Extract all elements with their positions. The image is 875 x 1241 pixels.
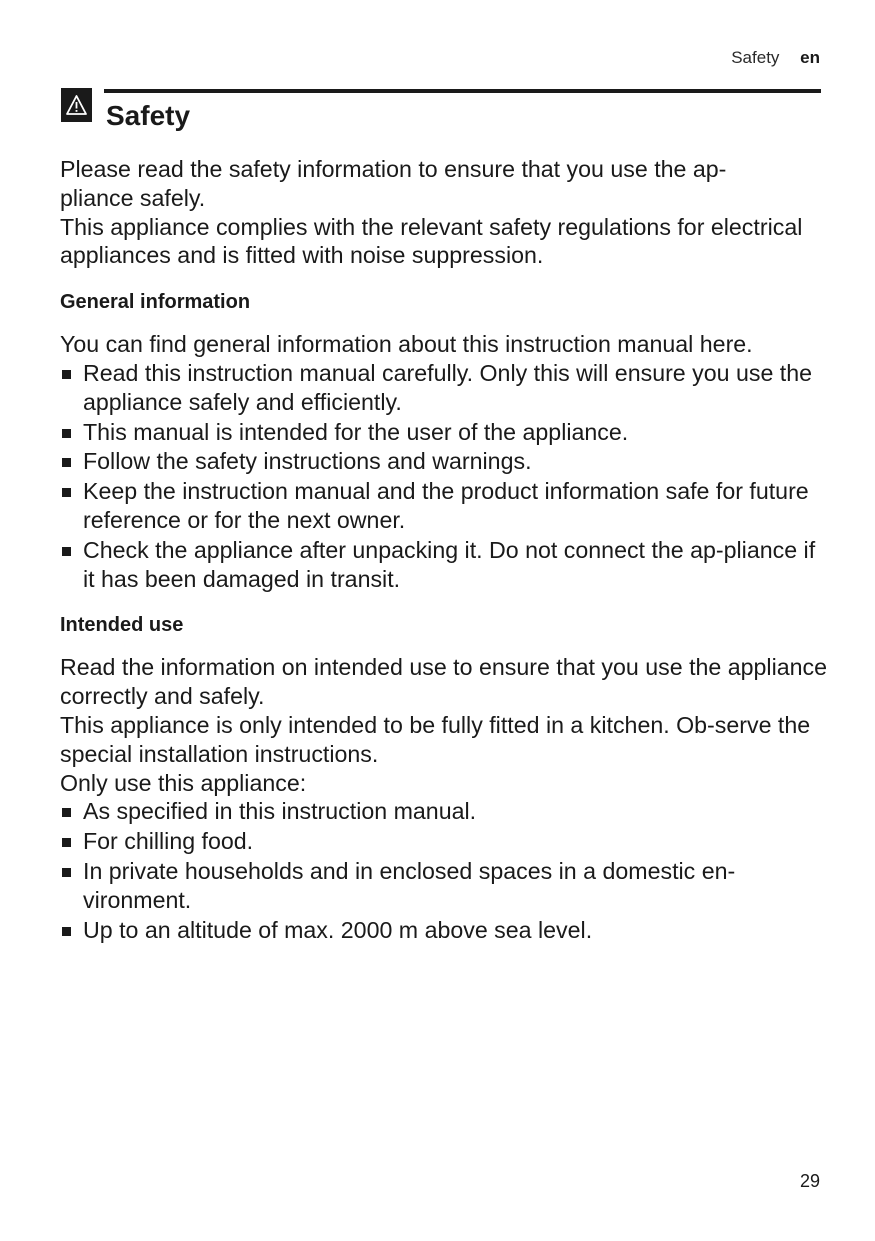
bullet-icon [62,488,71,497]
list-item-text: Read this instruction manual carefully. Only this will ensure you use the appliance safely and efficiently. [83,359,813,415]
intro-paragraph-1: Please read the safety information to ensure that you use the ap- pliance safely. [60,156,727,211]
list-item-text: As specified in this instruction manual. [83,798,477,825]
running-header [731,47,820,69]
bullet-icon [62,370,71,379]
intended-use-paragraph-2: This appliance is only intended to be fully fitted in a kitchen. Ob-serve the special installation instructions. [60,711,811,767]
bullet-icon [62,838,71,847]
list-item [60,477,830,535]
bullet-icon [62,808,71,817]
bullet-icon [62,927,71,936]
intended-use-paragraph-1: Read the information on intended use to ensure that you use the appliance correctly and safely. [60,654,828,710]
bullet-icon [62,868,71,877]
list-item-text: In private households and in enclosed spaces in a domestic en-vironment. [83,857,736,913]
intended-use-list [60,797,830,944]
general-information-text: You can find general information about this instruction manual here. [60,331,753,358]
list-item [60,857,830,915]
list-item-text: Check the appliance after unpacking it. Do not connect the ap-pliance if it has been damaged in transit. [83,536,816,592]
running-header-section: Safety [731,48,780,67]
list-item [60,447,830,476]
page-number: 29 [799,1171,820,1191]
bullet-icon [62,429,71,438]
list-item [60,916,830,945]
intended-use-heading: Intended use [60,614,184,637]
warning-triangle-icon [61,88,92,122]
intro-paragraph-2: This appliance complies with the relevant safety regulations for electrical appliances and is fitted with noise suppression. [60,213,803,269]
list-item-text: For chilling food. [83,828,254,855]
list-item-text: Keep the instruction manual and the product information safe for future reference or for the next owner. [83,478,809,533]
main-content [60,155,830,945]
list-item [60,359,830,417]
list-item-text: Follow the safety instructions and warnings. [83,448,532,475]
intended-use-paragraph-3: Only use this appliance: [60,769,307,796]
list-item [60,827,830,856]
list-item-text: This manual is intended for the user of the appliance. [83,418,629,445]
list-item [60,797,830,826]
general-information-list [60,359,830,593]
running-header-language: en [800,48,820,67]
section-rule [104,89,821,93]
page-title: Safety [106,100,191,131]
list-item [60,536,830,594]
list-item-text: Up to an altitude of max. 2000 m above sea level. [83,916,593,943]
bullet-icon [62,547,71,556]
bullet-icon [62,458,71,467]
general-information-heading: General information [60,291,251,314]
list-item [60,418,830,447]
